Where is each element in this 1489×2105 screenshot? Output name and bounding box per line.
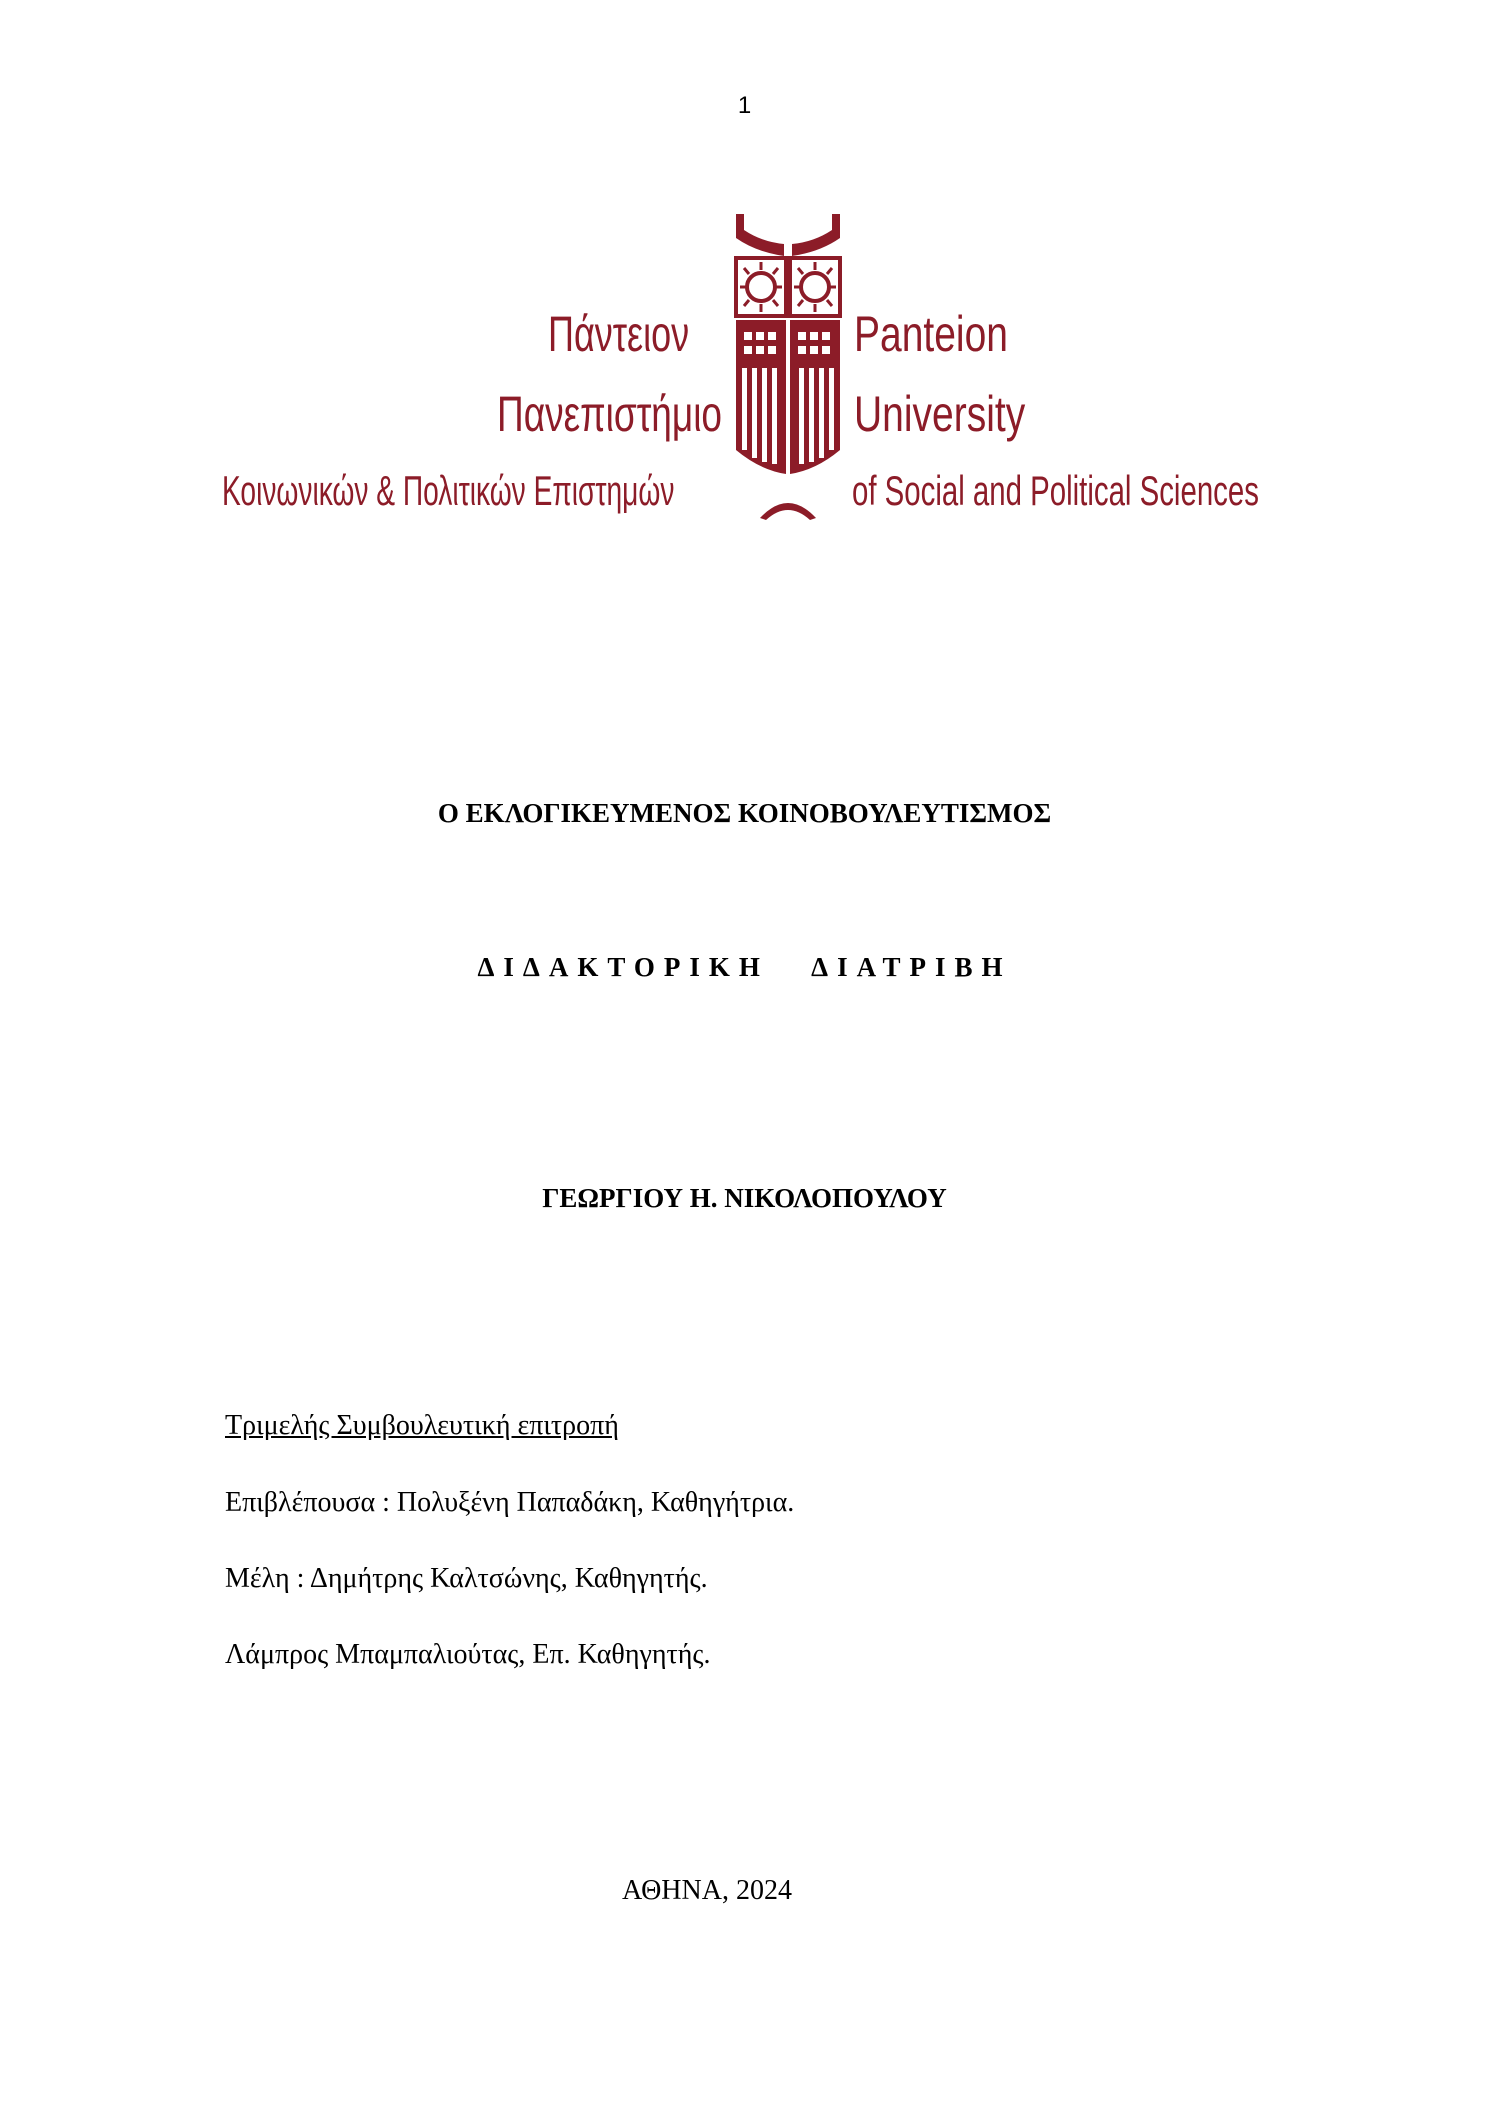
university-logo [222, 212, 1292, 532]
logo-english-line2: University [854, 386, 1026, 442]
logo-english-line3: of Social and Political Sciences [852, 467, 1259, 514]
committee-heading: Τριμελής Συμβουλευτική επιτροπή [225, 1410, 619, 1441]
crest-icon [734, 212, 842, 522]
committee-member: Μέλη : Δημήτρης Καλτσώνης, Καθηγητής. [225, 1563, 708, 1594]
place-date: ΑΘΗΝΑ, 2024 [622, 1875, 792, 1906]
page-number: 1 [737, 92, 752, 119]
author-name: ΓΕΩΡΓΙΟΥ Η. ΝΙΚΟΛΟΠΟΥΛΟΥ [542, 1183, 947, 1213]
committee-member: Λάμπρος Μπαμπαλιούτας, Επ. Καθηγητής. [225, 1639, 711, 1670]
thesis-type: ΔΙΔΑΚΤΟΡΙΚΗ ΔΙΑΤΡΙΒΗ [477, 952, 1012, 982]
logo-greek-line3: Κοινωνικών & Πολιτικών Επιστημών [222, 467, 675, 514]
logo-greek-line1: Πάντειον [548, 306, 690, 362]
thesis-title: Ο ΕΚΛΟΓΙΚΕΥΜΕΝΟΣ ΚΟΙΝΟΒΟΥΛΕΥΤΙΣΜΟΣ [437, 798, 1052, 828]
committee-supervisor: Επιβλέπουσα : Πολυξένη Παπαδάκη, Καθηγήτρια. [225, 1487, 795, 1518]
logo-greek-line2: Πανεπιστήμιο [497, 386, 723, 442]
logo-english-line1: Panteion [854, 306, 1008, 362]
